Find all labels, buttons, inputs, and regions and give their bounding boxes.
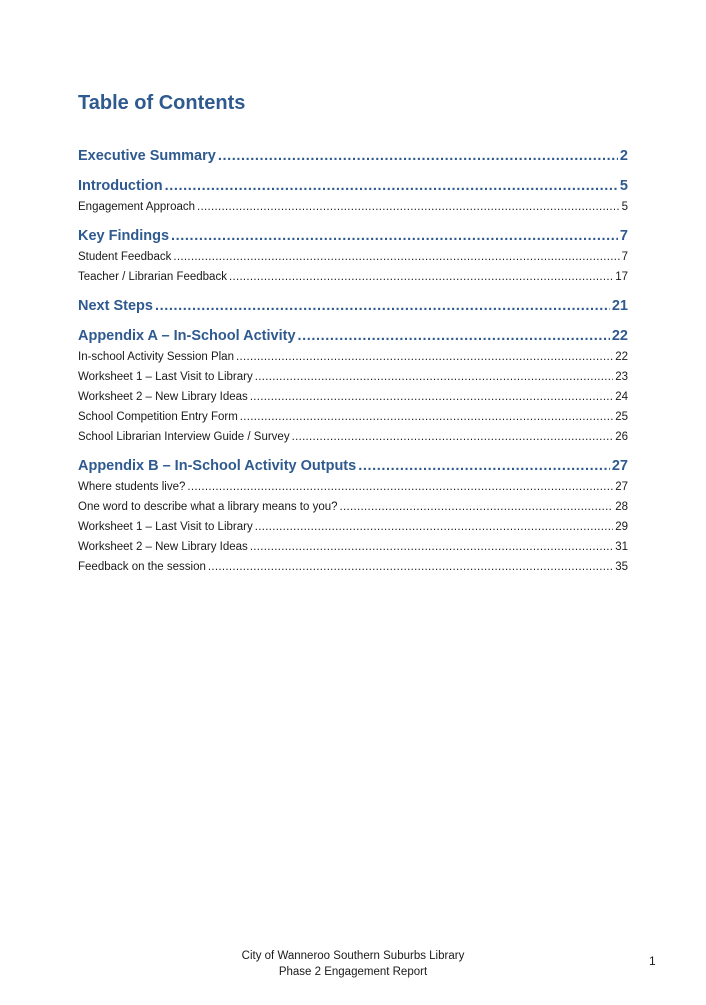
toc-entry-label: Worksheet 1 – Last Visit to Library [78,371,253,383]
toc-entry-next-steps[interactable] [78,295,628,317]
toc-entry-label: One word to describe what a library means to you? [78,501,338,513]
toc-entry-introduction[interactable] [78,175,628,197]
toc-entry-page: 26 [615,431,628,443]
toc-entry-page: 5 [619,178,628,194]
toc-dot-leader [155,295,610,317]
toc-entry-label: Appendix B – In-School Activity Outputs [78,458,357,474]
toc-entry-label: In-school Activity Session Plan [78,351,234,363]
toc-entry-label: Student Feedback [78,251,172,263]
toc-entry-page: 27 [615,481,628,493]
toc-entry-where-students-live[interactable] [78,477,628,497]
toc-dot-leader [340,497,614,517]
toc-entry-page: 22 [615,351,628,363]
toc-entry-label: Feedback on the session [78,561,206,573]
toc-entry-page: 5 [621,201,628,213]
toc-dot-leader [255,517,613,537]
toc-dot-leader [229,267,613,287]
toc-entry-page: 22 [611,328,628,344]
table-of-contents [78,145,628,577]
toc-dot-leader [298,325,610,347]
toc-entry-label: Engagement Approach [78,201,196,213]
toc-entry-label: School Librarian Interview Guide / Survey [78,431,290,443]
toc-entry-worksheet-2-b[interactable] [78,537,628,557]
toc-dot-leader [171,225,618,247]
toc-dot-leader [250,387,613,407]
toc-entry-page: 7 [619,228,628,244]
toc-entry-label: Worksheet 2 – New Library Ideas [78,391,248,403]
toc-dot-leader [236,347,613,367]
toc-entry-page: 2 [619,148,628,164]
toc-entry-appendix-b[interactable] [78,455,628,477]
toc-entry-librarian-interview-guide[interactable] [78,427,628,447]
toc-entry-engagement-approach[interactable] [78,197,628,217]
toc-entry-page: 28 [615,501,628,513]
toc-entry-student-feedback[interactable] [78,247,628,267]
page-title: Table of Contents [78,92,246,114]
toc-dot-leader [197,197,620,217]
toc-entry-page: 24 [615,391,628,403]
toc-entry-label: Next Steps [78,298,153,314]
toc-dot-leader [165,175,618,197]
toc-entry-key-findings[interactable] [78,225,628,247]
toc-entry-teacher-librarian-feedback[interactable] [78,267,628,287]
toc-dot-leader [218,145,618,167]
toc-dot-leader [292,427,614,447]
toc-entry-page: 35 [615,561,628,573]
toc-entry-worksheet-1-a[interactable] [78,367,628,387]
toc-dot-leader [250,537,613,557]
toc-entry-page: 17 [615,271,628,283]
toc-entry-session-plan[interactable] [78,347,628,367]
toc-entry-worksheet-1-b[interactable] [78,517,628,537]
toc-dot-leader [208,557,613,577]
toc-entry-executive-summary[interactable] [78,145,628,167]
toc-entry-one-word-library[interactable] [78,497,628,517]
toc-entry-label: Worksheet 2 – New Library Ideas [78,541,248,553]
toc-entry-appendix-a[interactable] [78,325,628,347]
toc-entry-page: 27 [611,458,628,474]
toc-entry-page: 25 [615,411,628,423]
footer-line-2: Phase 2 Engagement Report [278,966,428,978]
toc-entry-worksheet-2-a[interactable] [78,387,628,407]
toc-entry-label: Appendix A – In-School Activity [78,328,296,344]
toc-entry-label: Teacher / Librarian Feedback [78,271,227,283]
toc-dot-leader [255,367,613,387]
toc-entry-competition-entry-form[interactable] [78,407,628,427]
toc-dot-leader [240,407,613,427]
toc-entry-label: Where students live? [78,481,186,493]
toc-entry-page: 29 [615,521,628,533]
toc-entry-label: Worksheet 1 – Last Visit to Library [78,521,253,533]
footer-line-1: City of Wanneroo Southern Suburbs Library [241,950,465,962]
toc-entry-page: 21 [611,298,628,314]
toc-entry-label: Executive Summary [78,148,216,164]
toc-entry-feedback-on-session[interactable] [78,557,628,577]
toc-entry-page: 23 [615,371,628,383]
toc-dot-leader [187,477,613,497]
toc-entry-label: Key Findings [78,228,170,244]
toc-entry-label: School Competition Entry Form [78,411,238,423]
toc-dot-leader [358,455,610,477]
footer [0,948,706,980]
page-number: 1 [649,954,656,968]
toc-dot-leader [173,247,619,267]
toc-entry-label: Introduction [78,178,163,194]
toc-entry-page: 7 [621,251,628,263]
toc-entry-page: 31 [615,541,628,553]
